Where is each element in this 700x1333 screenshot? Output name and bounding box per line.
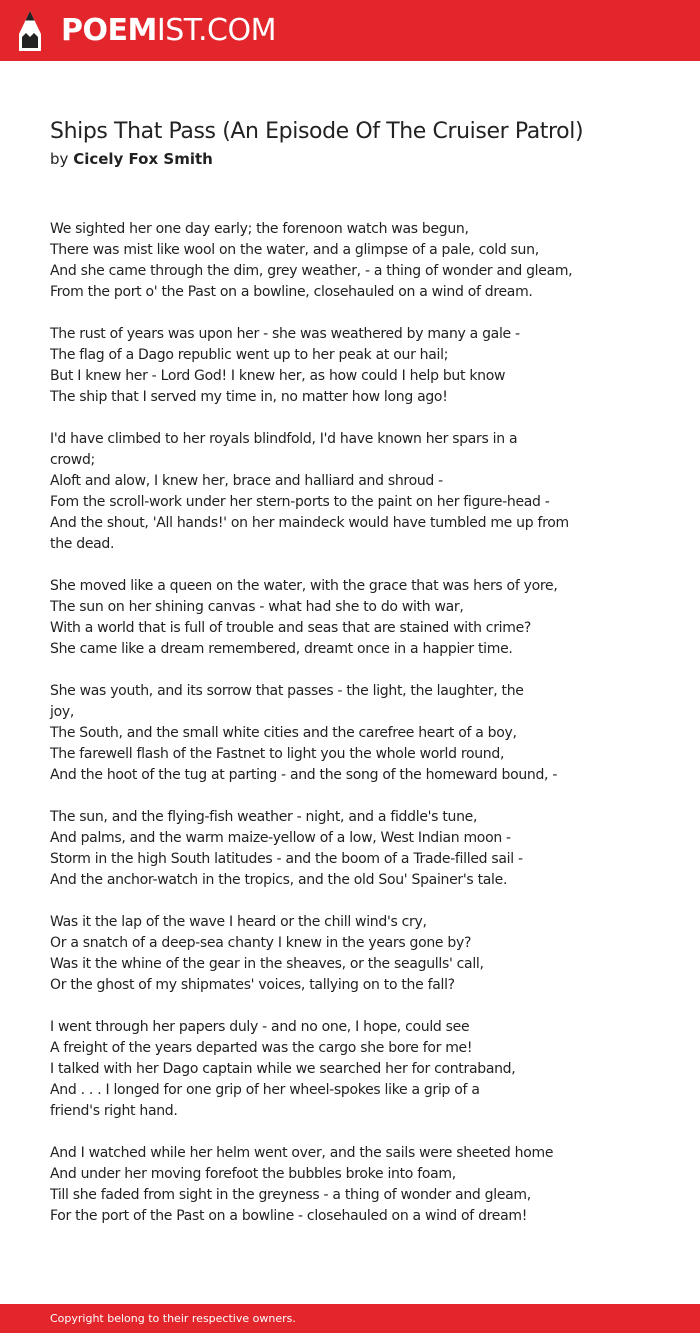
poem-line: Was it the lap of the wave I heard or the chill wind's cry, [50, 914, 427, 930]
poem-line: Fom the scroll-work under her stern-ports to the paint on her figure-head - [50, 494, 550, 510]
poem-line: For the port of the Past on a bowline - closehauled on a wind of dream! [50, 1208, 528, 1224]
copyright-text: Copyright belong to their respective owners. [50, 1312, 296, 1325]
poem-line: Storm in the high South latitudes - and the boom of a Trade-filled sail - [50, 851, 523, 867]
poem-title: Ships That Pass (An Episode Of The Cruiser Patrol) [50, 119, 584, 144]
poem-line: And the anchor-watch in the tropics, and the old Sou' Spainer's tale. [50, 872, 508, 888]
poem-author: Cicely Fox Smith [73, 150, 213, 168]
poem-line: And . . . I longed for one grip of her wheel-spokes like a grip of a [50, 1082, 480, 1098]
poem-line: joy, [50, 704, 74, 720]
poem-line: There was mist like wool on the water, and a glimpse of a pale, cold sun, [50, 242, 539, 258]
poem-line: The South, and the small white cities and the carefree heart of a boy, [50, 725, 517, 741]
poem-stanza [50, 324, 650, 408]
poem-body [50, 219, 650, 1248]
poem-line: She moved like a queen on the water, with the grace that was hers of yore, [50, 578, 558, 594]
poem-line: I'd have climbed to her royals blindfold, I'd have known her spars in a [50, 431, 518, 447]
site-footer [0, 1304, 700, 1333]
poem-line: We sighted her one day early; the forenoon watch was begun, [50, 221, 469, 237]
poem-line: And she came through the dim, grey weather, - a thing of wonder and gleam, [50, 263, 573, 279]
poem-stanza [50, 681, 650, 786]
poem-line: She came like a dream remembered, dreamt once in a happier time. [50, 641, 513, 657]
poem-line: A freight of the years departed was the cargo she bore for me! [50, 1040, 473, 1056]
poem-byline [50, 149, 213, 169]
poem-line: And palms, and the warm maize-yellow of a low, West Indian moon - [50, 830, 511, 846]
poem-stanza [50, 429, 650, 555]
poem-stanza [50, 576, 650, 660]
poem-stanza [50, 912, 650, 996]
poem-line: The farewell flash of the Fastnet to light you the whole world round, [50, 746, 505, 762]
site-header [0, 0, 700, 61]
pencil-icon [18, 10, 42, 52]
poem-line: From the port o' the Past on a bowline, closehauled on a wind of dream. [50, 284, 533, 300]
poem-line: With a world that is full of trouble and seas that are stained with crime? [50, 620, 532, 636]
logo-light-text: IST.COM [156, 13, 276, 48]
poem-line: Or a snatch of a deep-sea chanty I knew in the years gone by? [50, 935, 472, 951]
poem-line: I went through her papers duly - and no one, I hope, could see [50, 1019, 470, 1035]
poem-line: crowd; [50, 452, 95, 468]
poem-line: I talked with her Dago captain while we searched her for contraband, [50, 1061, 516, 1077]
poem-line: But I knew her - Lord God! I knew her, as how could I help but know [50, 368, 506, 384]
poem-line: the dead. [50, 536, 115, 552]
poem-stanza [50, 1017, 650, 1122]
poem-line: The ship that I served my time in, no matter how long ago! [50, 389, 448, 405]
poem-line: Aloft and alow, I knew her, brace and halliard and shroud - [50, 473, 443, 489]
poem-line: The flag of a Dago republic went up to her peak at our hail; [50, 347, 449, 363]
logo-bold-text: POEM [61, 13, 157, 48]
poem-line: And the hoot of the tug at parting - and the song of the homeward bound, - [50, 767, 558, 783]
poem-line: And I watched while her helm went over, and the sails were sheeted home [50, 1145, 554, 1161]
poem-line: The sun on her shining canvas - what had she to do with war, [50, 599, 464, 615]
poem-line: Or the ghost of my shipmates' voices, tallying on to the fall? [50, 977, 455, 993]
poem-line: Was it the whine of the gear in the sheaves, or the seagulls' call, [50, 956, 484, 972]
poem-line: Till she faded from sight in the greyness - a thing of wonder and gleam, [50, 1187, 531, 1203]
poem-line: The rust of years was upon her - she was weathered by many a gale - [50, 326, 520, 342]
byline-prefix: by [50, 150, 69, 168]
poem-line: And under her moving forefoot the bubbles broke into foam, [50, 1166, 456, 1182]
poem-stanza [50, 219, 650, 303]
poem-line: She was youth, and its sorrow that passes - the light, the laughter, the [50, 683, 524, 699]
poem-line: friend's right hand. [50, 1103, 178, 1119]
poem-line: And the shout, 'All hands!' on her maindeck would have tumbled me up from [50, 515, 569, 531]
site-logo[interactable] [61, 13, 276, 49]
poem-line: The sun, and the flying-fish weather - night, and a fiddle's tune, [50, 809, 478, 825]
poem-stanza [50, 1143, 650, 1227]
poem-stanza [50, 807, 650, 891]
